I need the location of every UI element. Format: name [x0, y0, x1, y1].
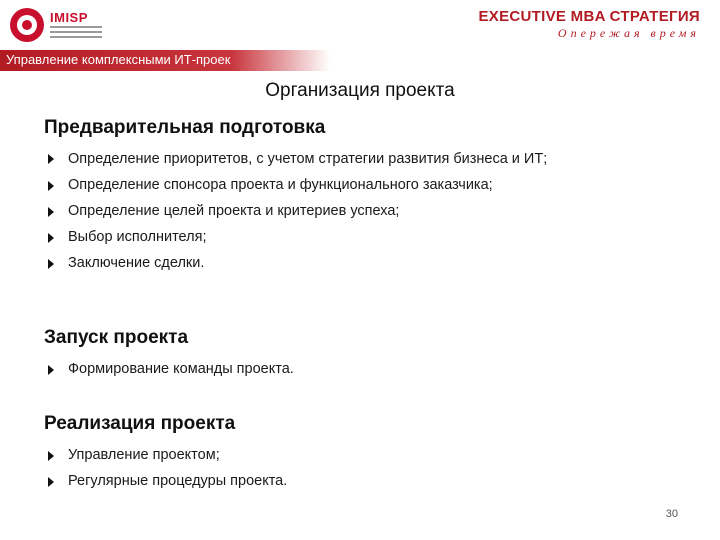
- course-banner-text: Управление комплексными ИТ-проек: [6, 52, 231, 67]
- page-number: 30: [665, 508, 678, 520]
- bullet-arrow-icon: [48, 181, 54, 191]
- list-item: [44, 224, 668, 250]
- list-item: [44, 442, 668, 468]
- list-item-text: Определение приоритетов, с учетом стратегии развития бизнеса и ИТ;: [68, 151, 548, 167]
- brand-tagline: Опережая время: [557, 26, 700, 40]
- imisp-emblem-icon: [10, 8, 44, 42]
- list-item-text: Заключение сделки.: [68, 255, 205, 271]
- list-item-text: Регулярные процедуры проекта.: [68, 473, 288, 489]
- bullet-list: [44, 442, 668, 494]
- section-heading: Запуск проекта: [44, 327, 189, 348]
- list-item: [44, 468, 668, 494]
- list-item: [44, 356, 668, 382]
- slide-title: Организация проекта: [265, 80, 455, 101]
- section-launch: [44, 326, 668, 382]
- bullet-list: [44, 146, 668, 276]
- list-item-text: Управление проектом;: [68, 447, 220, 463]
- list-item-text: Определение целей проекта и критериев успеха;: [68, 203, 400, 219]
- imisp-logo: [10, 8, 120, 44]
- bullet-arrow-icon: [48, 207, 54, 217]
- list-item-text: Выбор исполнителя;: [68, 229, 207, 245]
- section-heading: Реализация проекта: [44, 413, 236, 434]
- logo-name: IMISP: [50, 10, 88, 25]
- list-item-text: Формирование команды проекта.: [68, 361, 294, 377]
- program-brand: [479, 8, 701, 41]
- bullet-arrow-icon: [48, 259, 54, 269]
- section-preparation: [44, 116, 668, 276]
- course-banner: [0, 50, 330, 71]
- bullet-arrow-icon: [48, 233, 54, 243]
- bullet-arrow-icon: [48, 451, 54, 461]
- section-implementation: [44, 412, 668, 494]
- list-item: [44, 198, 668, 224]
- list-item: [44, 146, 668, 172]
- logo-subtitle-lines: [50, 26, 102, 41]
- bullet-arrow-icon: [48, 365, 54, 375]
- section-heading: Предварительная подготовка: [44, 117, 326, 138]
- list-item: [44, 250, 668, 276]
- list-item-text: Определение спонсора проекта и функционального заказчика;: [68, 177, 493, 193]
- bullet-arrow-icon: [48, 154, 54, 164]
- list-item: [44, 172, 668, 198]
- bullet-arrow-icon: [48, 477, 54, 487]
- brand-title: EXECUTIVE MBA СТРАТЕГИЯ: [478, 8, 700, 25]
- bullet-list: [44, 356, 668, 382]
